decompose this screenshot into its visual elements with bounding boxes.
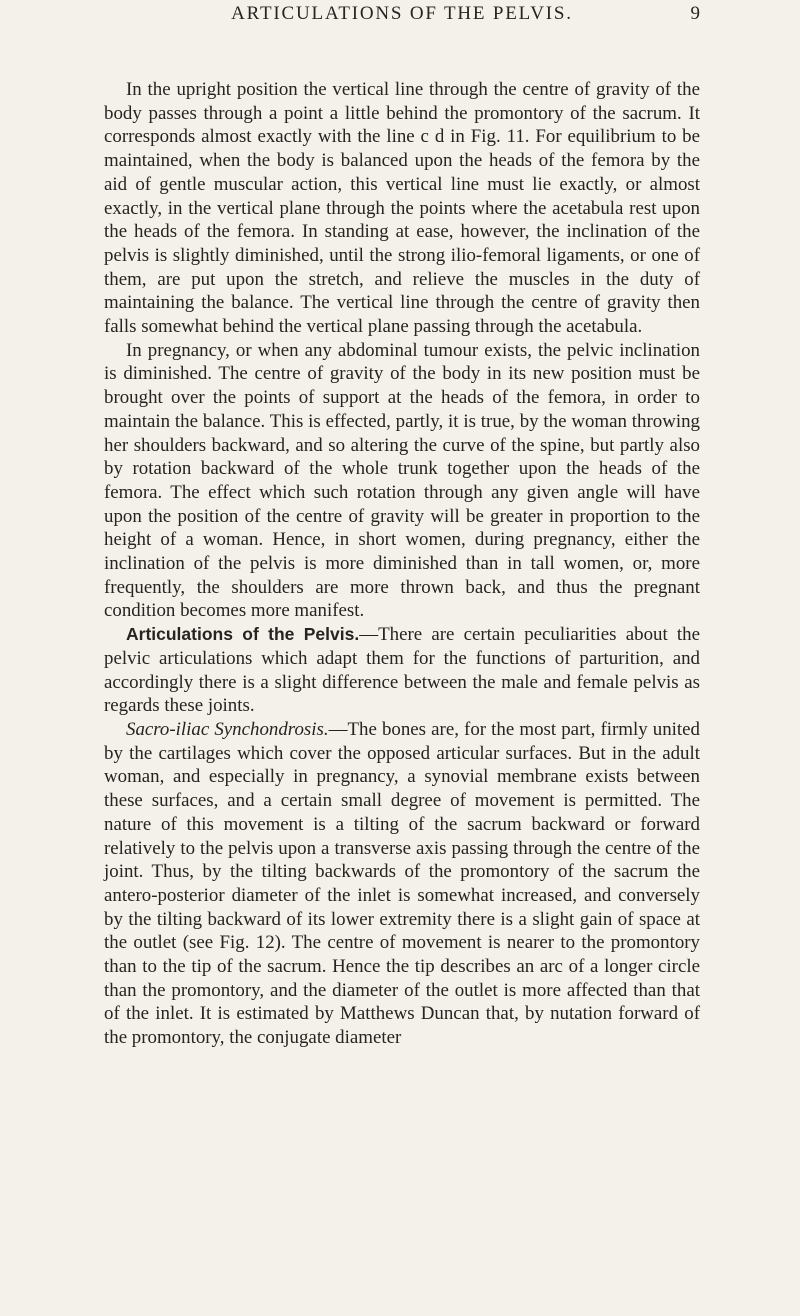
paragraph	[104, 78, 700, 339]
paragraph	[104, 623, 700, 718]
paragraph-text: —The bones are, for the most part, firmly united by the cartilages which cover the opposed articular surfaces. But in the adult woman, and especially in pregnancy, a synovial membrane exists between these surfaces, and a certain small degree of movement is permitted. The nature of this movement is a tilting of the sacrum backward or forward relatively to the pelvis upon a transverse axis passing through the centre of the joint. Thus, by the tilting backwards of the promontory of the sacrum the antero-posterior diameter of the inlet is somewhat increased, and conversely by the tilting backward of its lower extremity there is a slight gain of space at the outlet (see Fig. 12). The centre of movement is nearer to the promontory than to the tip of the sacrum. Hence the tip describes an arc of a longer circle than the promontory, and the diameter of the outlet is more affected than that of the inlet. It is estimated by Matthews Duncan that, by nutation forward of the promontory, the conjugate diameter	[104, 718, 700, 1049]
running-title: ARTICULATIONS OF THE PELVIS.	[231, 3, 573, 24]
section-heading: Articulations of the Pelvis.	[126, 624, 360, 645]
paragraph-text: —There are certain peculiarities about the pelvic articulations which adapt them for the functions of parturition, and accordingly there is a slight difference between the male and female pelvis as regards these joints.	[104, 624, 700, 717]
body-text	[104, 78, 700, 1050]
subsection-heading: Sacro-iliac Synchondrosis.	[126, 718, 329, 740]
paragraph	[104, 718, 700, 1050]
page-number: 9	[690, 3, 700, 24]
paragraph-text: In pregnancy, or when any abdominal tumour exists, the pelvic inclination is diminished. The centre of gravity of the body in its new position must be brought over the points of support at the heads of the femora, in order to maintain the balance. This is effected, partly, it is true, by the woman throwing her shoulders backward, and so altering the curve of the spine, but partly also by rotation backward of the whole trunk together upon the heads of the femora. The effect which such rotation through any given angle will have upon the position of the centre of gravity will be greater in proportion to the height of a woman. Hence, in short women, during pregnancy, either the inclination of the pelvis is more diminished than in tall women, or, more frequently, the shoulders are more thrown back, and thus the pregnant condition becomes more manifest.	[104, 339, 700, 622]
paragraph-text: In the upright position the vertical line through the centre of gravity of the body passes through a point a little behind the promontory of the sacrum. It corresponds almost exactly with the line c d in Fig. 11. For equilibrium to be maintained, when the body is balanced upon the heads of the femora by the aid of gentle muscular action, this vertical line must lie exactly, or almost exactly, in the vertical plane through the points where the acetabula rest upon the heads of the femora. In standing at ease, however, the inclination of the pelvis is slightly diminished, until the strong ilio-femoral ligaments, or one of them, are put upon the stretch, and relieve the muscles in the duty of maintaining the balance. The vertical line through the centre of gravity then falls somewhat behind the vertical plane passing through the acetabula.	[104, 79, 700, 338]
running-head	[104, 0, 700, 78]
paragraph	[104, 339, 700, 623]
